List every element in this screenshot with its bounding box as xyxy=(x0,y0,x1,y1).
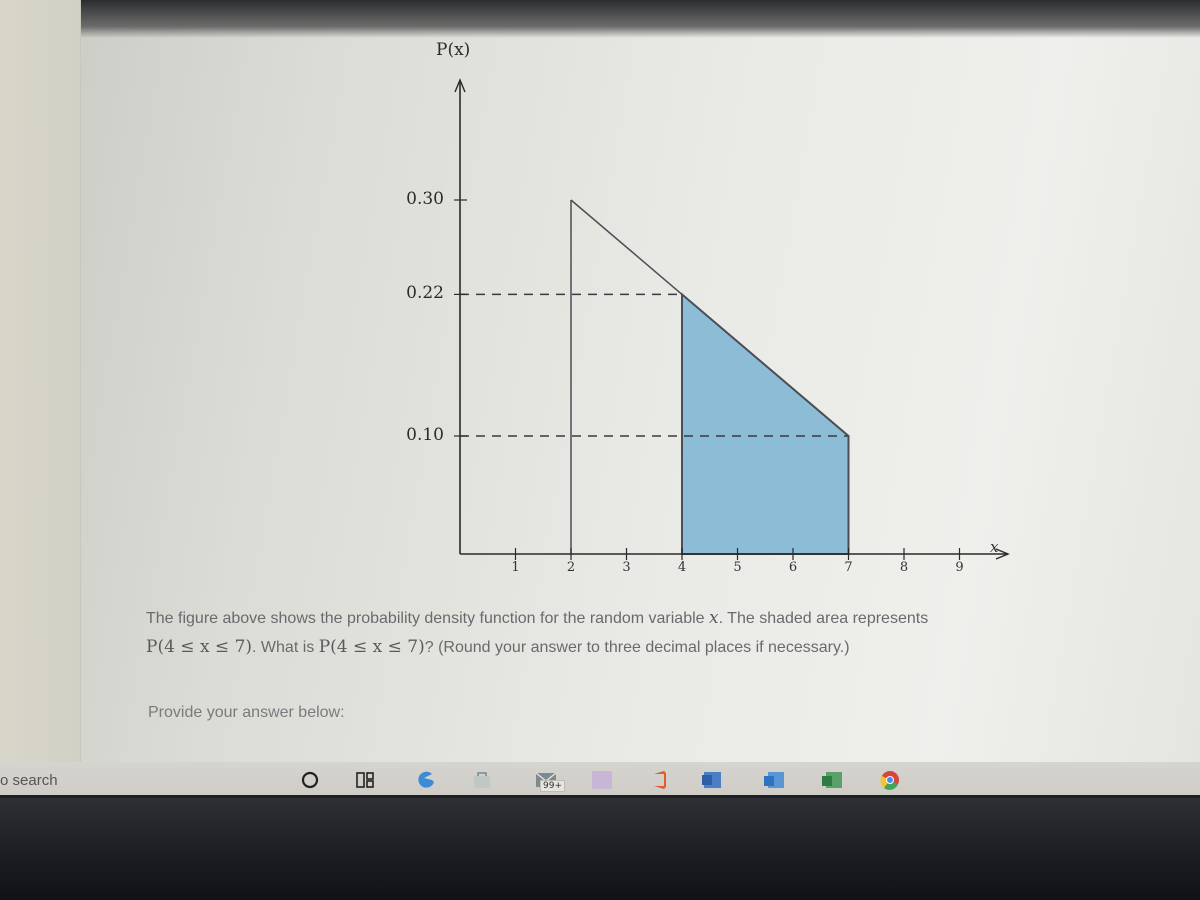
store-icon[interactable] xyxy=(470,768,494,792)
x-tick-label: 1 xyxy=(511,560,520,575)
pdf-chart xyxy=(380,30,1020,590)
shaded-area xyxy=(682,294,849,554)
question-part3: . What is xyxy=(252,639,319,656)
x-tick-label: 6 xyxy=(788,560,798,575)
question-prob1: P(4 ≤ x ≤ 7) xyxy=(146,637,253,657)
x-tick-label: 5 xyxy=(733,560,742,575)
y-tick-label: 0.10 xyxy=(406,425,444,445)
x-tick-label: 4 xyxy=(677,560,687,575)
question-part1: The figure above shows the probability density function for the random variable xyxy=(146,610,709,627)
chrome-icon[interactable] xyxy=(878,768,902,792)
question-part4: ? (Round your answer to three decimal places if necessary.) xyxy=(424,639,850,656)
question-text xyxy=(146,604,1146,662)
app-icon[interactable] xyxy=(590,768,614,792)
y-tick-label: 0.22 xyxy=(406,283,444,304)
outlook-icon[interactable] xyxy=(762,768,786,792)
x-tick-label: 3 xyxy=(622,560,631,575)
y-tick-label: 0.30 xyxy=(406,189,444,209)
taskbar-search[interactable]: o search xyxy=(0,772,58,789)
notification-badge: 99+ xyxy=(540,780,565,792)
x-tick-label: 9 xyxy=(955,560,964,575)
answer-label: Provide your answer below: xyxy=(148,704,345,721)
question-var: x xyxy=(708,608,719,628)
pdf-figure xyxy=(380,30,1020,590)
excel-icon[interactable] xyxy=(820,768,844,792)
office-icon[interactable] xyxy=(648,768,672,792)
question-part2: . The shaded area represents xyxy=(718,610,929,627)
left-panel xyxy=(0,0,81,770)
x-tick-label: 8 xyxy=(899,560,909,575)
monitor-bezel xyxy=(0,798,1200,900)
task-view-icon[interactable] xyxy=(354,768,378,792)
edge-icon[interactable] xyxy=(414,768,438,792)
word-icon[interactable] xyxy=(700,768,724,792)
x-tick-label: 2 xyxy=(566,560,576,575)
x-tick-label: 7 xyxy=(844,560,853,575)
question-prob2: P(4 ≤ x ≤ 7) xyxy=(318,637,425,657)
x-axis-title: x xyxy=(990,538,999,556)
cortana-icon[interactable] xyxy=(298,768,322,792)
taskbar xyxy=(0,762,1200,795)
y-axis-title: P(x) xyxy=(436,40,471,60)
